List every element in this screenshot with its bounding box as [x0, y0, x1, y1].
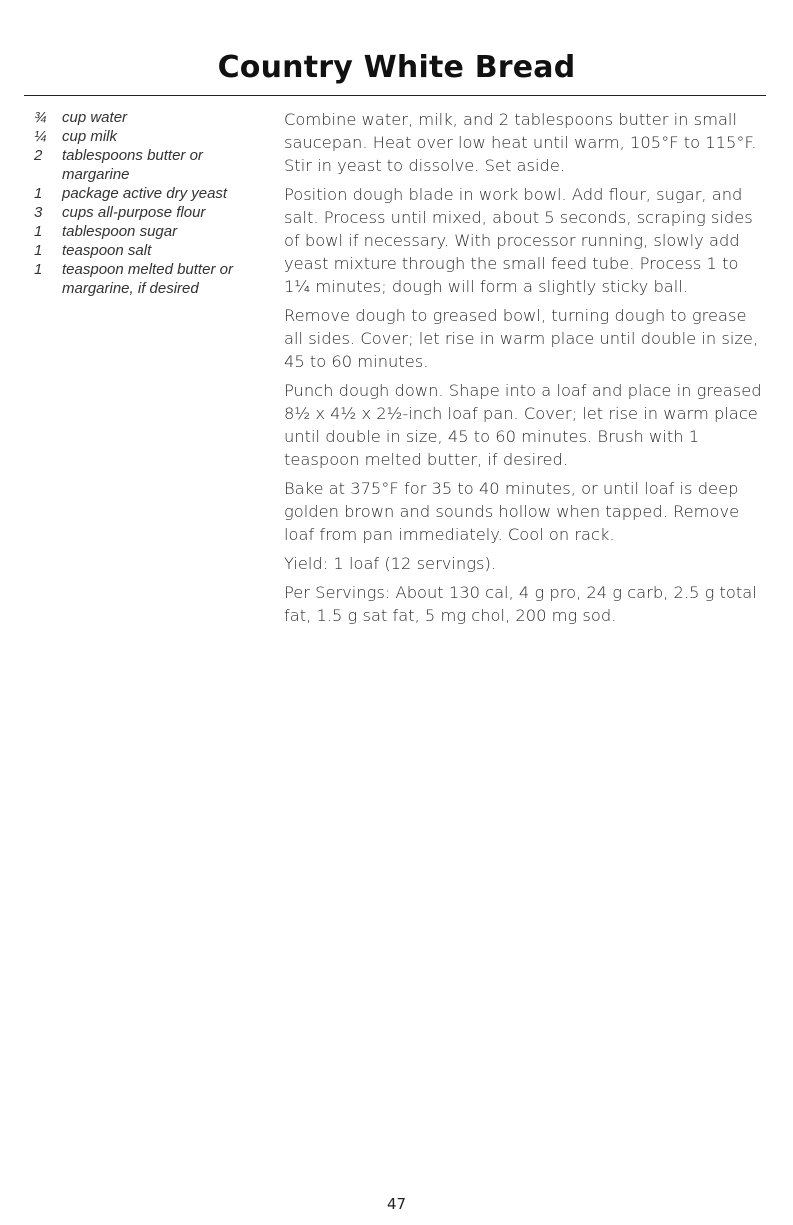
ingredient-text: cup water [62, 109, 128, 126]
instructions [284, 108, 764, 633]
ingredient-quantity: 3 [34, 204, 43, 221]
ingredient-item [24, 241, 264, 260]
ingredient-text: cup milk [62, 128, 118, 145]
instruction-paragraph: Bake at 375°F for 35 to 40 minutes, or until loaf is deep golden brown and sounds hollow when tapped. Remove loaf from pan immediately. Cool on rack. [284, 479, 740, 544]
title-divider [24, 95, 766, 96]
ingredient-item [24, 222, 264, 241]
ingredient-item [24, 146, 264, 184]
ingredient-text: teaspoon melted butter or margarine, if desired [62, 261, 233, 297]
ingredient-quantity: 1 [34, 223, 43, 240]
ingredient-text: tablespoons butter or margarine [62, 147, 203, 183]
ingredients-list [24, 108, 264, 298]
instruction-paragraph: Remove dough to greased bowl, turning dough to grease all sides. Cover; let rise in warm place until double in size, 45 to 60 minutes. [284, 306, 759, 371]
instruction-paragraph: Punch dough down. Shape into a loaf and place in greased 8½ x 4½ x 2½-inch loaf pan. Cover; let rise in warm place until double in size, 45 to 60 minutes. Brush with 1 teaspoon melted butter, if desired. [284, 381, 762, 469]
ingredient-quantity: 1 [34, 242, 43, 259]
yield-text: Yield: 1 loaf (12 servings). [284, 554, 497, 573]
ingredient-item [24, 203, 264, 222]
ingredient-quantity: 1 [34, 185, 43, 202]
ingredient-text: teaspoon salt [62, 242, 152, 259]
instruction-paragraph: Position dough blade in work bowl. Add flour, sugar, and salt. Process until mixed, about 5 seconds, scraping sides of bowl if necessary. With processor running, slowly add yeast mixture through the small feed tube. Process 1 to 1¼ minutes; dough will form a slightly sticky ball. [284, 185, 753, 296]
ingredient-item [24, 127, 264, 146]
ingredient-item [24, 184, 264, 203]
ingredient-quantity: 2 [34, 147, 43, 164]
page-number: 47 [386, 1195, 407, 1213]
ingredient-text: tablespoon sugar [62, 223, 178, 240]
ingredient-item [24, 260, 264, 298]
ingredient-quantity: ¼ [34, 128, 47, 145]
instruction-paragraph: Combine water, milk, and 2 tablespoons butter in small saucepan. Heat over low heat until warm, 105°F to 115°F. Stir in yeast to dissolve. Set aside. [284, 110, 757, 175]
ingredient-text: cups all-purpose flour [62, 204, 206, 221]
recipe-title: Country White Bread [217, 50, 576, 85]
ingredient-item [24, 108, 264, 127]
ingredient-text: package active dry yeast [62, 185, 228, 202]
ingredient-quantity: 1 [34, 261, 43, 278]
ingredient-quantity: ¾ [34, 109, 47, 126]
nutrition-text: Per Servings: About 130 cal, 4 g pro, 24 g carb, 2.5 g total fat, 1.5 g sat fat, 5 mg chol, 200 mg sod. [284, 583, 757, 625]
